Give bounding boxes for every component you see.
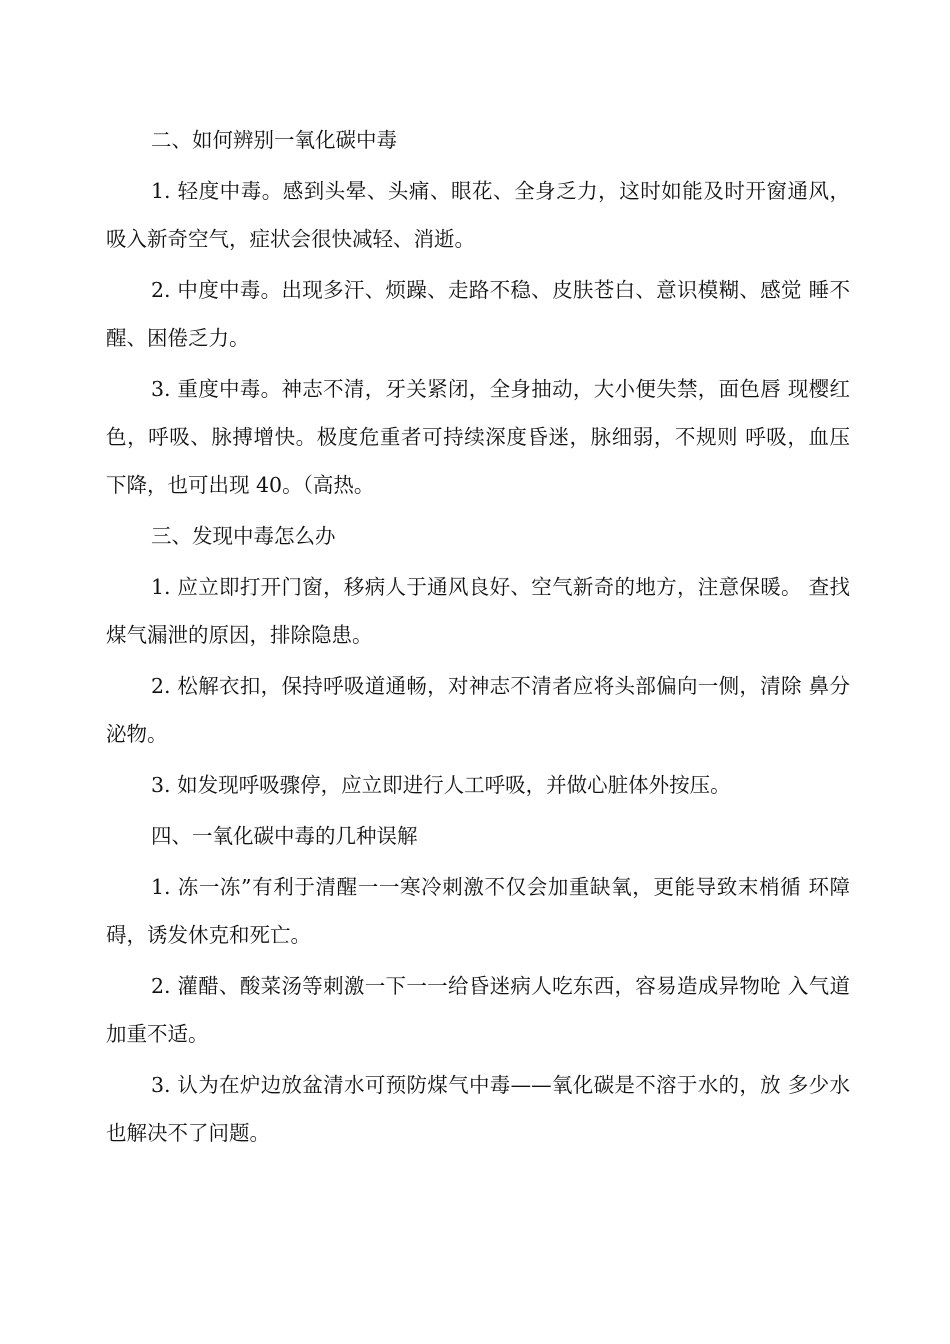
section-heading-identify: 二、如何辨别一氧化碳中毒 [151,128,397,152]
list-item-misconception-water: 3. 认为在炉边放盆清水可预防煤气中毒——氧化碳是不溶于水的，放 多少水也解决不了问题。 [106,1073,850,1145]
list-item-misconception-vinegar: 2. 灌醋、酸菜汤等刺激一下一一给昏迷病人吃东西，容易造成异物呛 入气道加重不适。 [106,974,850,1046]
section-heading-misconceptions: 四、一氧化碳中毒的几种误解 [151,824,418,848]
document-body [106,116,850,1160]
section-heading-what-to-do: 三、发现中毒怎么办 [151,524,336,548]
list-item-moderate-poisoning: 2. 中度中毒。出现多汗、烦躁、走路不稳、皮肤苍白、意识模糊、感觉 睡不醒、困倦乏力。 [106,278,850,350]
list-item-misconception-cold: 1. 冻一冻”有利于清醒一一寒冷刺激不仅会加重缺氧，更能导致末梢循 环障碍，诱发休克和死亡。 [106,875,850,947]
list-item-mild-poisoning: 1. 轻度中毒。感到头晕、头痛、眼花、全身乏力，这时如能及时开窗通风，吸入新奇空气，症状会很快减轻、消逝。 [106,179,850,251]
list-item-loosen-clothing: 2. 松解衣扣，保持呼吸道通畅，对神志不清者应将头部偏向一侧，清除 鼻分泌物。 [106,674,850,746]
list-item-open-windows: 1. 应立即打开门窗，移病人于通风良好、空气新奇的地方，注意保暖。 查找煤气漏泄的原因，排除隐患。 [106,575,850,647]
list-item-severe-poisoning: 3. 重度中毒。神志不清，牙关紧闭，全身抽动，大小便失禁，面色唇 现樱红色，呼吸、脉搏增快。极度危重者可持续深度昏迷，脉细弱，不规则 呼吸，血压下降，也可出现 40。（高热。 [106,377,850,497]
list-item-cpr: 3. 如发现呼吸骤停，应立即进行人工呼吸，并做心脏体外按压。 [151,773,731,797]
